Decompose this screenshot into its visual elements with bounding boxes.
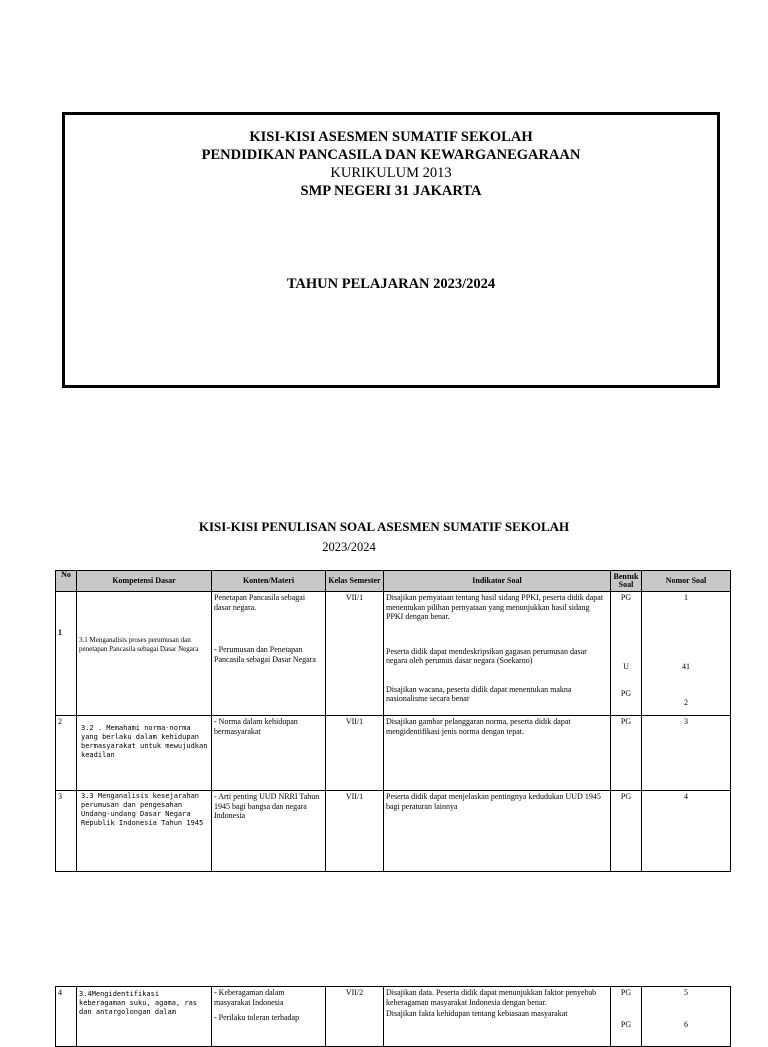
bentuk-soal — [611, 592, 642, 716]
cover-box — [62, 112, 720, 388]
kompetensi-dasar: 3.2 . Memahami norma-norma yang berlaku dalam kehidupan bermasyarakat untuk mewujudkan keadilan — [77, 716, 212, 791]
indikator-item: Disajikan fakta kehidupan tentang kebiasaan masyarakat — [386, 1009, 568, 1018]
kelas-semester: VII/2 — [326, 987, 384, 1047]
header-kompetensi-dasar: Kompetensi Dasar — [77, 571, 212, 592]
konten-materi: - Norma dalam kehidupan bermasyarakat — [212, 716, 326, 791]
section-title: KISI-KISI PENULISAN SOAL ASESMEN SUMATIF SEKOLAH — [198, 519, 570, 534]
cover-title: KISI-KISI ASESMEN SUMATIF SEKOLAH — [249, 129, 533, 145]
table-row — [56, 987, 731, 1047]
cover-academic-year: TAHUN PELAJARAN 2023/2024 — [286, 276, 496, 292]
konten-materi — [212, 987, 326, 1047]
materi-item: Penetapan Pancasila sebagai dasar negara. — [214, 593, 306, 612]
header-kelas-semester: Kelas Semester — [326, 571, 384, 592]
cover-school: SMP NEGERI 31 JAKARTA — [300, 183, 482, 199]
indikator-item: Disajikan pernyataan tentang hasil sidang PPKI, peserta didik dapat menentukan pilihan pernyataan yang menunjukkan hasil sidang PPKI dengan benar. — [386, 593, 604, 621]
table-row — [56, 592, 731, 716]
kompetensi-dasar: 3.4Mengidentifikasi keberagaman suku, agama, ras dan antargolongan dalam — [77, 987, 212, 1047]
table-row — [56, 716, 731, 791]
konten-materi: - Arti penting UUD NRRI Tahun 1945 bagi bangsa dan negara Indonesia — [212, 791, 326, 872]
materi-item: - Keberagaman dalam masyarakat Indonesia — [214, 988, 285, 1007]
kelas-semester: VII/1 — [326, 791, 384, 872]
nomor-item: 6 — [684, 1019, 688, 1029]
nomor-soal — [642, 987, 731, 1047]
indikator-item: Peserta didik dapat mendeskripsikan gagasan perumusan dasar negara oleh perumus dasar negara (Soekarno) — [386, 646, 587, 665]
bentuk-soal: PG — [611, 791, 642, 872]
indikator-soal: Peserta didik dapat menjelaskan pentingnya kedudukan UUD 1945 bagi peraturan lainnya — [384, 791, 611, 872]
materi-item: - Perilaku toleran terhadap — [214, 1013, 300, 1022]
nomor-item: 5 — [684, 988, 688, 997]
cover-subject: PENDIDIKAN PANCASILA DAN KEWARGANEGARAAN — [201, 147, 581, 163]
nomor-soal — [642, 592, 731, 716]
header-no: No — [56, 571, 77, 592]
nomor-item: 2 — [684, 698, 688, 707]
materi-item: - Perumusan dan Penetapan Pancasila sebagai Dasar Negara — [214, 645, 316, 664]
table-row — [56, 791, 731, 872]
indikator-soal — [384, 987, 611, 1047]
indikator-soal — [384, 592, 611, 716]
row-number: 3 — [56, 791, 77, 872]
row-number: 2 — [56, 716, 77, 791]
kelas-semester: VII/1 — [326, 716, 384, 791]
bentuk-item: PG — [620, 988, 632, 997]
table-header-row — [56, 571, 731, 592]
bentuk-item: U — [623, 661, 629, 671]
indikator-item: Disajikan wacana, peserta didik dapat menentukan makna nasionalisme secara benar — [386, 684, 572, 703]
bentuk-item: PG — [620, 593, 632, 602]
header-konten-materi: Konten/Materi — [212, 571, 326, 592]
konten-materi — [212, 592, 326, 716]
bentuk-soal — [611, 987, 642, 1047]
bentuk-item: PG — [620, 1019, 632, 1029]
nomor-item: 1 — [684, 593, 688, 602]
indikator-item: Disajikan data. Peserta didik dapat menunjukkan faktor penyebab keberagaman masyarakat Indonesia dengan benar. — [386, 988, 597, 1007]
header-nomor-soal: Nomor Soal — [642, 571, 731, 592]
header-indikator-soal: Indikator Soal — [384, 571, 611, 592]
kompetensi-dasar: 3.3 Menganalisis kesejarahan perumusan dan pengesahan Undang-undang Dasar Negara Republik Indonesia Tahun 1945 — [77, 791, 212, 872]
header-bentuk-soal: Bentuk Soal — [611, 571, 642, 592]
nomor-soal: 3 — [642, 716, 731, 791]
kompetensi-dasar: 3.1 Menganalisis proses perumusan dan penetapan Pancasila sebagai Dasar Negara — [77, 592, 212, 716]
section-year: 2023/2024 — [322, 540, 376, 554]
bentuk-item: PG — [620, 689, 632, 698]
bentuk-soal: PG — [611, 716, 642, 791]
indikator-soal: Disajikan gambar pelanggaran norma, peserta didik dapat mengidentifikasi jenis norma dengan tepat. — [384, 716, 611, 791]
cover-curriculum: KURIKULUM 2013 — [330, 165, 452, 181]
kelas-semester: VII/1 — [326, 592, 384, 716]
row-number: 4 — [56, 987, 77, 1047]
kisi-kisi-table — [55, 570, 731, 872]
nomor-soal: 4 — [642, 791, 731, 872]
row-number: 1 — [56, 592, 77, 716]
nomor-item: 41 — [682, 661, 690, 671]
kisi-kisi-table-continued — [55, 986, 731, 1047]
